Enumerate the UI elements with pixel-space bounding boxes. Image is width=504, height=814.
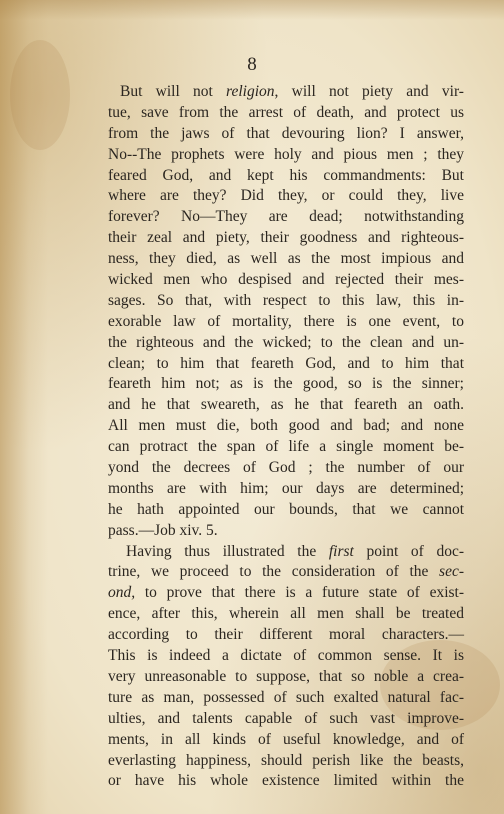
text-run: ence, after this, wherein all men shall be treated [108,605,464,623]
text-run: can protract the span of life a single moment be- [108,438,464,456]
text-run: feared God, and kept his commandments: But [108,166,464,184]
text-line [108,771,464,792]
text-run: from the jaws of that devouring lion? I answer, [108,124,464,142]
text-run: forever? No—They are dead; notwithstanding [108,208,464,226]
text-line [108,479,464,500]
text-line [108,270,464,291]
text-run: wicked men who despised and rejected their mes- [108,271,464,289]
page-number: 8 [247,54,257,75]
text-run: their zeal and piety, their goodness and righteous- [108,229,464,247]
text-line [108,145,464,166]
text-line [108,709,464,730]
text-run: according to their different moral characters.— [108,626,464,644]
text-run: ture as man, possessed of such exalted natural fac- [108,688,464,706]
text-run: But will not [120,83,227,100]
text-line [108,625,464,646]
text-run: to prove that there is a future state of exist- [135,584,464,602]
text-run: yond the decrees of God ; the number of our [108,459,464,477]
text-line [108,437,464,458]
text-run: Having thus illustrated the [126,542,329,560]
text-run: where are they? Did they, or could they, live [108,187,464,205]
italic-word: sec- [439,563,464,581]
body-text [108,82,464,792]
text-line [108,354,464,375]
text-run: ulties, and talents capable of such vast improve- [108,709,464,727]
text-line [108,583,464,604]
text-line [108,228,464,249]
text-run: exorable law of mortality, there is one event, to [108,312,464,330]
text-line [108,500,464,521]
text-run: ments, in all kinds of useful knowledge, and of [108,730,464,748]
text-run: clean; to him that feareth God, and to him that [108,354,464,372]
text-run: All men must die, both good and bad; and none [108,417,464,435]
text-run: This is indeed a dictate of common sense. It is [108,647,464,665]
text-line [108,521,464,542]
text-run: trine, we proceed to the consideration of the [108,563,440,581]
text-line [108,667,464,688]
text-line [108,103,464,124]
text-run: or have his whole existence limited within the [108,772,464,790]
text-line [108,458,464,479]
text-line [108,604,464,625]
text-line [108,312,464,333]
text-line [108,186,464,207]
text-run: No--The prophets were holy and pious men ; they [108,145,464,163]
text-line [108,207,464,228]
text-line [108,374,464,395]
text-line [108,82,464,103]
text-line [108,395,464,416]
italic-word: ond, [108,584,136,602]
text-run: ness, they died, as well as the most impious and [108,250,464,268]
text-run: tue, save from the arrest of death, and protect us [108,103,464,121]
text-line [108,166,464,187]
text-run: sages. So that, with respect to this law, this in- [108,291,464,309]
text-run: , will not piety and vir- [274,83,464,100]
text-line [108,124,464,145]
text-line [108,730,464,751]
text-run: months are with him; our days are determined; [108,479,464,497]
text-run: pass.—Job xiv. 5. [108,521,218,539]
text-line [108,416,464,437]
text-run: point of doc- [353,542,465,560]
text-run: everlasting happiness, should perish like the beasts, [108,751,464,769]
italic-word: first [328,542,354,560]
italic-word: religion [226,83,275,100]
text-line [108,562,464,583]
text-line [108,646,464,667]
text-line [108,333,464,354]
text-line [108,688,464,709]
text-run: feareth him not; as is the good, so is the sinner; [108,375,464,393]
text-run: very unreasonable to suppose, that so noble a crea- [108,667,464,685]
text-run: and he that sweareth, as he that feareth an oath. [108,396,464,414]
text-line [108,542,464,563]
text-run: he hath appointed our bounds, that we cannot [108,500,464,518]
text-line [108,291,464,312]
text-run: the righteous and the wicked; to the clean and un- [108,333,464,351]
page-top-shadow [0,0,504,20]
text-line [108,751,464,772]
text-line [108,249,464,270]
